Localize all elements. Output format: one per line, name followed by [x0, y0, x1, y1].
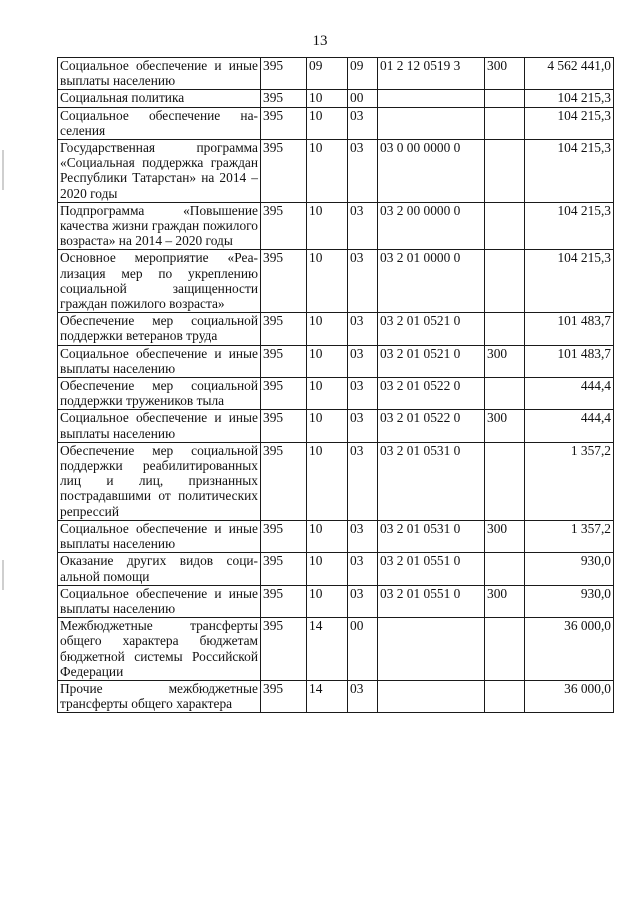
table-row	[58, 140, 614, 203]
row-section-cell: 10	[307, 553, 348, 585]
row-target-article-cell	[378, 90, 485, 107]
row-ministry-code-cell: 395	[261, 520, 307, 552]
row-expense-type-cell	[485, 553, 525, 585]
row-ministry-code-cell: 395	[261, 618, 307, 681]
table-row	[58, 520, 614, 552]
row-subsection-cell: 03	[348, 378, 378, 410]
row-section-cell: 09	[307, 58, 348, 90]
row-section-cell: 14	[307, 680, 348, 712]
row-section-cell: 10	[307, 140, 348, 203]
row-amount-cell: 1 357,2	[525, 520, 614, 552]
row-target-article-cell: 03 2 01 0522 0	[378, 378, 485, 410]
table-row	[58, 442, 614, 520]
row-section-cell: 10	[307, 202, 348, 250]
row-expense-type-cell	[485, 313, 525, 345]
row-expense-type-cell: 300	[485, 58, 525, 90]
row-subsection-cell: 03	[348, 140, 378, 203]
table-row	[58, 202, 614, 250]
budget-table	[57, 57, 614, 713]
row-amount-cell: 930,0	[525, 585, 614, 617]
row-expense-type-cell	[485, 107, 525, 139]
row-amount-cell: 104 215,3	[525, 202, 614, 250]
row-subsection-cell: 03	[348, 107, 378, 139]
row-subsection-cell: 03	[348, 410, 378, 442]
row-subsection-cell: 00	[348, 90, 378, 107]
row-name-cell: Обеспечение мер социальной поддержки реабилитированных лиц и лиц, признанных пострадавшими от политических репрессий	[58, 442, 261, 520]
row-section-cell: 10	[307, 313, 348, 345]
table-row	[58, 680, 614, 712]
row-subsection-cell: 03	[348, 345, 378, 377]
row-name-cell: Социальное обеспечение населения	[58, 107, 261, 139]
table-row	[58, 107, 614, 139]
row-expense-type-cell: 300	[485, 345, 525, 377]
row-target-article-cell: 03 2 01 0551 0	[378, 585, 485, 617]
row-name-cell: Обеспечение мер социальной поддержки тружеников тыла	[58, 378, 261, 410]
row-name-cell: Государственная программа «Социальная поддержка граждан Республики Татарстан» на 2014 – 2020 годы	[58, 140, 261, 203]
row-ministry-code-cell: 395	[261, 585, 307, 617]
table-row	[58, 58, 614, 90]
row-target-article-cell: 03 0 00 0000 0	[378, 140, 485, 203]
row-subsection-cell: 03	[348, 585, 378, 617]
budget-table-body	[58, 58, 614, 713]
row-name-cell: Межбюджетные трансферты общего характера бюджетам бюджетной системы Российской Федерации	[58, 618, 261, 681]
row-ministry-code-cell: 395	[261, 202, 307, 250]
row-target-article-cell	[378, 680, 485, 712]
row-name-cell: Подпрограмма «Повышение качества жизни граждан пожилого возраста» на 2014 – 2020 годы	[58, 202, 261, 250]
row-target-article-cell	[378, 618, 485, 681]
row-expense-type-cell	[485, 140, 525, 203]
row-amount-cell: 36 000,0	[525, 618, 614, 681]
row-expense-type-cell: 300	[485, 410, 525, 442]
table-row	[58, 90, 614, 107]
row-target-article-cell: 03 2 01 0522 0	[378, 410, 485, 442]
row-amount-cell: 36 000,0	[525, 680, 614, 712]
row-target-article-cell: 03 2 01 0521 0	[378, 313, 485, 345]
table-row	[58, 410, 614, 442]
row-target-article-cell: 01 2 12 0519 3	[378, 58, 485, 90]
row-ministry-code-cell: 395	[261, 107, 307, 139]
row-expense-type-cell	[485, 378, 525, 410]
row-target-article-cell: 03 2 01 0000 0	[378, 250, 485, 313]
table-row	[58, 345, 614, 377]
row-amount-cell: 104 215,3	[525, 107, 614, 139]
row-section-cell: 10	[307, 585, 348, 617]
row-section-cell: 10	[307, 250, 348, 313]
row-subsection-cell: 03	[348, 250, 378, 313]
row-amount-cell: 104 215,3	[525, 250, 614, 313]
row-section-cell: 10	[307, 378, 348, 410]
row-subsection-cell: 03	[348, 442, 378, 520]
row-name-cell: Социальная политика	[58, 90, 261, 107]
table-row	[58, 250, 614, 313]
row-expense-type-cell	[485, 618, 525, 681]
row-section-cell: 10	[307, 107, 348, 139]
row-name-cell: Оказание других видов социальной помощи	[58, 553, 261, 585]
row-name-cell: Обеспечение мер социальной поддержки ветеранов труда	[58, 313, 261, 345]
row-section-cell: 10	[307, 345, 348, 377]
row-target-article-cell: 03 2 01 0531 0	[378, 520, 485, 552]
row-target-article-cell: 03 2 01 0531 0	[378, 442, 485, 520]
row-expense-type-cell	[485, 202, 525, 250]
row-expense-type-cell: 300	[485, 585, 525, 617]
row-subsection-cell: 03	[348, 553, 378, 585]
row-expense-type-cell	[485, 90, 525, 107]
row-section-cell: 10	[307, 520, 348, 552]
row-subsection-cell: 03	[348, 313, 378, 345]
row-ministry-code-cell: 395	[261, 442, 307, 520]
row-expense-type-cell: 300	[485, 520, 525, 552]
row-name-cell: Социальное обеспечение и иные выплаты населению	[58, 410, 261, 442]
row-ministry-code-cell: 395	[261, 345, 307, 377]
table-row	[58, 378, 614, 410]
row-amount-cell: 104 215,3	[525, 140, 614, 203]
row-name-cell: Социальное обеспечение и иные выплаты населению	[58, 520, 261, 552]
row-ministry-code-cell: 395	[261, 313, 307, 345]
row-ministry-code-cell: 395	[261, 58, 307, 90]
row-ministry-code-cell: 395	[261, 410, 307, 442]
table-row	[58, 313, 614, 345]
table-row	[58, 553, 614, 585]
row-section-cell: 10	[307, 90, 348, 107]
row-section-cell: 10	[307, 410, 348, 442]
row-subsection-cell: 09	[348, 58, 378, 90]
row-expense-type-cell	[485, 442, 525, 520]
row-name-cell: Социальное обеспечение и иные выплаты населению	[58, 585, 261, 617]
row-section-cell: 14	[307, 618, 348, 681]
row-target-article-cell: 03 2 01 0551 0	[378, 553, 485, 585]
row-name-cell: Основное мероприятие «Реализация мер по укреплению социальной защищенности граждан пожилого возраста»	[58, 250, 261, 313]
row-ministry-code-cell: 395	[261, 553, 307, 585]
row-amount-cell: 1 357,2	[525, 442, 614, 520]
row-amount-cell: 4 562 441,0	[525, 58, 614, 90]
row-amount-cell: 444,4	[525, 410, 614, 442]
row-subsection-cell: 03	[348, 520, 378, 552]
row-amount-cell: 104 215,3	[525, 90, 614, 107]
row-ministry-code-cell: 395	[261, 90, 307, 107]
row-target-article-cell	[378, 107, 485, 139]
row-amount-cell: 930,0	[525, 553, 614, 585]
row-subsection-cell: 03	[348, 202, 378, 250]
row-ministry-code-cell: 395	[261, 680, 307, 712]
scan-edge-mark	[2, 150, 4, 190]
row-target-article-cell: 03 2 01 0521 0	[378, 345, 485, 377]
page-number: 13	[312, 33, 328, 49]
row-subsection-cell: 00	[348, 618, 378, 681]
row-ministry-code-cell: 395	[261, 140, 307, 203]
row-name-cell: Прочие межбюджетные трансферты общего характера	[58, 680, 261, 712]
row-expense-type-cell	[485, 250, 525, 313]
row-amount-cell: 444,4	[525, 378, 614, 410]
row-name-cell: Социальное обеспечение и иные выплаты населению	[58, 345, 261, 377]
scan-edge-mark	[2, 560, 4, 590]
row-amount-cell: 101 483,7	[525, 345, 614, 377]
table-row	[58, 585, 614, 617]
row-expense-type-cell	[485, 680, 525, 712]
table-row	[58, 618, 614, 681]
row-ministry-code-cell: 395	[261, 250, 307, 313]
row-subsection-cell: 03	[348, 680, 378, 712]
row-ministry-code-cell: 395	[261, 378, 307, 410]
row-name-cell: Социальное обеспечение и иные выплаты населению	[58, 58, 261, 90]
row-amount-cell: 101 483,7	[525, 313, 614, 345]
row-target-article-cell: 03 2 00 0000 0	[378, 202, 485, 250]
row-section-cell: 10	[307, 442, 348, 520]
